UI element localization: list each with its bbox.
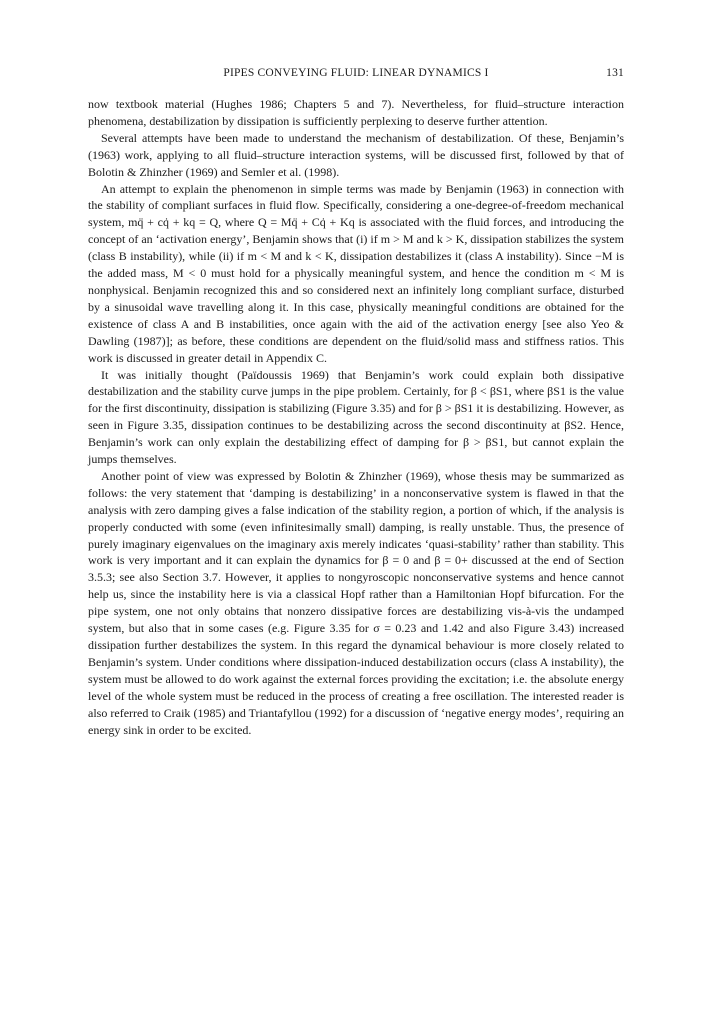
body-text: [88, 96, 624, 738]
page-number: 131: [606, 67, 624, 79]
paragraph-3: An attempt to explain the phenomenon in simple terms was made by Benjamin (1963) in connection with the stability of compliant surfaces in fluid flow. Specifically, considering a one-degree-of-freedom mechanical system, mq̈ + cq̇ + kq = Q, where Q = Mq̈ + Cq̇ + Kq is associated with the fluid forces, and introducing the concept of an ‘activation energy’, Benjamin shows that (i) if m > M and k > K, dissipation stabilizes the system (class B instability), while (ii) if m < M and k < K, dissipation destabilizes it (class A instability). Since −M is the added mass, M < 0 must hold for a physically meaningful system, and hence the condition m < M is nonphysical. Benjamin recognized this and so considered next an infinitely long compliant surface, disturbed by a sinusoidal wave travelling along it. In this case, physically meaningful conditions are obtained for the existence of class A and B instabilities, once again with the aid of the activation energy [see also Yeo & Dawling (1987)]; as before, these conditions are dependent on the fluid/solid mass and stiffness ratios. This work is discussed in greater detail in Appendix C.: [88, 181, 624, 365]
running-head: [88, 64, 624, 86]
running-title: PIPES CONVEYING FLUID: LINEAR DYNAMICS I: [223, 67, 489, 79]
paragraph-5: Another point of view was expressed by Bolotin & Zhinzher (1969), whose thesis may be summarized as follows: the very statement that ‘damping is destabilizing’ in a nonconservative system is flawed in that the analysis with zero damping gives a false indication of the stability region, a portion of which, if the analysis is properly conducted with some (even infinitesimally small) damping, is really unstable. Thus, the presence of purely imaginary eigenvalues on the imaginary axis merely indicates ‘quasi-stability’ rather than stability. This work is very important and it can explain the dynamics for β = 0 and β = 0+ discussed at the end of Section 3.5.3; see also Section 3.7. However, it applies to nongyroscopic nonconservative systems and hence cannot help us, since the instability here is via a classical Hopf rather than a Hamiltonian Hopf bifurcation. For the pipe system, one not only obtains that nonzero dissipative forces are destabilizing vis-à-vis the undamped system, but also that in some cases (e.g. Figure 3.35 for σ = 0.23 and 1.42 and also Figure 3.43) increased dissipation further destabilizes the system. In this regard the dynamical behaviour is more closely related to Benjamin’s system. Under conditions where dissipation-induced destabilization occurs (class A instability), the system must be allowed to do work against the external forces providing the excitation; i.e. the absolute energy level of the whole system must be reduced in the process of creating a free oscillation. The interested reader is also referred to Craik (1985) and Triantafyllou (1992) for a discussion of ‘negative energy modes’, requiring an energy sink in order to be excited.: [88, 468, 624, 737]
paragraph-1: now textbook material (Hughes 1986; Chapters 5 and 7). Nevertheless, for fluid–structure interaction phenomena, destabilization by dissipation is sufficiently perplexing to deserve further attention.: [88, 97, 624, 128]
paragraph-2: Several attempts have been made to understand the mechanism of destabilization. Of these, Benjamin’s (1963) work, applying to all fluid–structure interaction systems, will be discussed first, followed by that of Bolotin & Zhinzher (1969) and Semler et al. (1998).: [88, 130, 624, 179]
paragraph-4: It was initially thought (Païdoussis 1969) that Benjamin’s work could explain both dissipative destabilization and the stability curve jumps in the pipe problem. Certainly, for β < βS1, where βS1 is the value for the first discontinuity, dissipation is stabilizing (Figure 3.35) and for β > βS1 it is destabilizing. However, as seen in Figure 3.35, dissipation continues to be destabilizing across the second discontinuity at βS2. Hence, Benjamin’s work can only explain the destabilizing effect of damping for β > βS1, but cannot explain the jumps themselves.: [88, 367, 624, 467]
page: [88, 64, 624, 738]
